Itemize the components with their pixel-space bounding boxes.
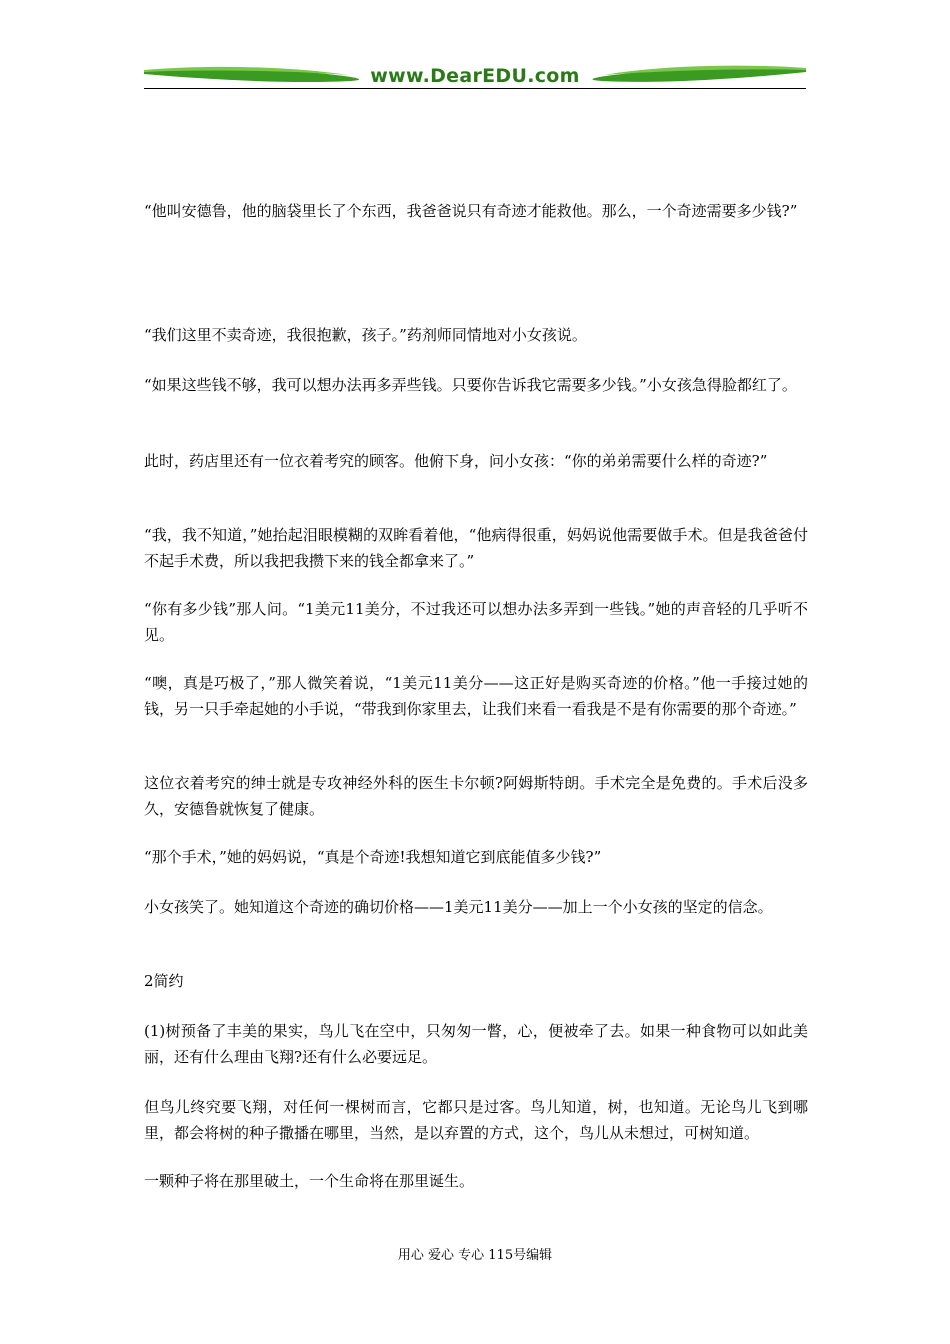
paragraph: “那个手术，”她的妈妈说，“真是个奇迹!我想知道它到底能值多少钱?” (144, 848, 602, 866)
site-title: www.DearEDU.com (370, 65, 580, 87)
section-heading: 2简约 (144, 972, 184, 990)
header-rule (144, 88, 806, 89)
paragraph: “我们这里不卖奇迹，我很抱歉，孩子。”药剂师同情地对小女孩说。 (144, 326, 587, 344)
paragraph: (1)树预备了丰美的果实，鸟儿飞在空中，只匆匆一瞥，心，便被牵了去。如果一种食物可以如此美丽，还有什么理由飞翔?还有什么必要远足。 (144, 1022, 808, 1066)
paragraph: 小女孩笑了。她知道这个奇迹的确切价格——1美元11美分——加上一个小女孩的坚定的信念。 (144, 898, 773, 916)
page-footer: 用心 爱心 专心 115号编辑 (397, 1248, 553, 1263)
paragraph: 一颗种子将在那里破土，一个生命将在那里诞生。 (144, 1172, 475, 1190)
paragraph: “如果这些钱不够，我可以想办法再多弄些钱。只要你告诉我它需要多少钱。”小女孩急得脸都红了。 (144, 376, 797, 394)
paragraph: “噢，真是巧极了，”那人微笑着说，“1美元11美分——这正好是购买奇迹的价格。”他一手接过她的钱，另一只手牵起她的小手说，“带我到你家里去，让我们来看一看我是不是有你需要的那个奇迹。” (144, 674, 808, 718)
paragraph: “你有多少钱”那人问。“1美元11美分，不过我还可以想办法多弄到一些钱。”她的声音轻的几乎听不见。 (144, 600, 808, 644)
paragraph: 这位衣着考究的绅士就是专攻神经外科的医生卡尔顿?阿姆斯特朗。手术完全是免费的。手术后没多久，安德鲁就恢复了健康。 (144, 774, 808, 818)
paragraph: “我，我不知道，”她抬起泪眼模糊的双眸看着他，“他病得很重，妈妈说他需要做手术。但是我爸爸付不起手术费，所以我把我攒下来的钱全都拿来了。” (144, 526, 808, 570)
paragraph: “他叫安德鲁，他的脑袋里长了个东西，我爸爸说只有奇迹才能救他。那么，一个奇迹需要多少钱?” (144, 202, 798, 220)
paragraph: 但鸟儿终究要飞翔，对任何一棵树而言，它都只是过客。鸟儿知道，树，也知道。无论鸟儿飞到哪里，都会将树的种子撒播在哪里，当然，是以弃置的方式，这个，鸟儿从未想过，可树知道。 (144, 1098, 808, 1142)
paragraph: 此时，药店里还有一位衣着考究的顾客。他俯下身，问小女孩：“你的弟弟需要什么样的奇迹?” (144, 452, 768, 470)
